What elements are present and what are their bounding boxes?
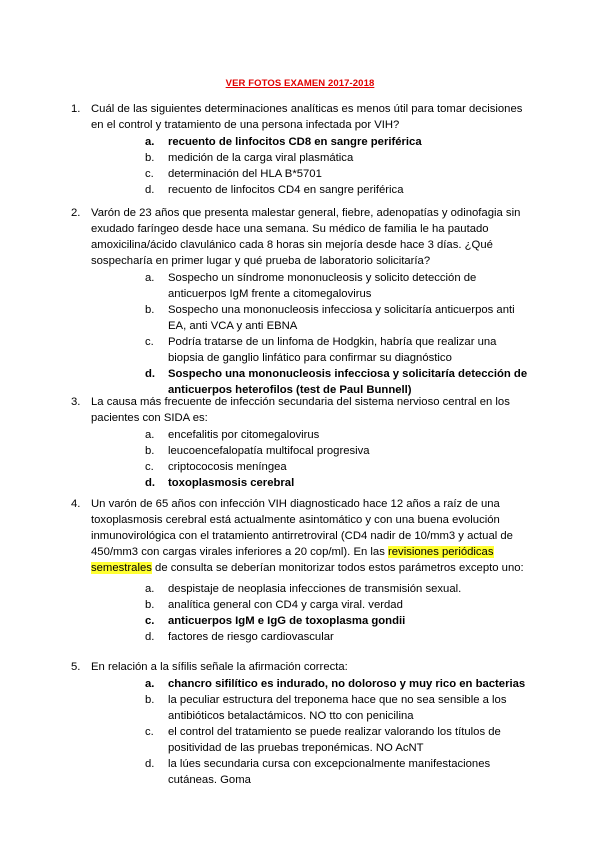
option-c: c. anticuerpos IgM e IgG de toxoplasma gondii [145,615,406,627]
option-b: b. analítica general con CD4 y carga viral. verdad [145,599,403,611]
question-1 [71,101,531,198]
question-5 [71,659,531,788]
option-a: a. chancro sifilítico es indurado, no doloroso y muy rico en bacterias [145,678,526,690]
option-a: a. despistaje de neoplasia infecciones de transmisión sexual. [145,583,462,595]
option-c: c. Podría tratarse de un linfoma de Hodgkin, habría que realizar una biopsia de ganglio linfático para confirmar su diagnóstico [145,336,497,364]
question-4 [71,496,531,645]
question-number: 5. [71,661,81,673]
question-2 [71,205,531,398]
question-number: 4. [71,498,81,510]
question-text: La causa más frecuente de infección secundaria del sistema nervioso central en los pacientes con SIDA es: [91,396,510,424]
question-3 [71,394,531,491]
page-title: VER FOTOS EXAMEN 2017-2018 [225,78,375,89]
question-number: 3. [71,396,81,408]
question-text: Varón de 23 años que presenta malestar general, fiebre, adenopatías y odinofagia sin exudado faríngeo desde hace una semana. Su médico de familia le ha pautado amoxicilina/ácido clavulánico cada 8 horas sin mejoría desde hace 3 días. ¿Qué sospecharía en primer lugar y qué prueba de laboratorio solicitaría? [91,207,521,267]
option-a: a. recuento de linfocitos CD8 en sangre periférica [145,136,422,148]
option-b: b. la peculiar estructura del treponema hace que no sea sensible a los antibióticos betalactámicos. NO tto con penicilina [145,694,507,722]
option-c: c. el control del tratamiento se puede realizar valorando los títulos de positividad de las pruebas treponémicas. NO AcNT [145,726,501,754]
option-c: c. determinación del HLA B*5701 [145,168,322,180]
question-text: Cuál de las siguientes determinaciones analíticas es menos útil para tomar decisiones en el control y tratamiento de una persona infectada por VIH? [91,103,523,131]
option-c: c. criptococosis meníngea [145,461,287,473]
option-a: a. Sospecho un síndrome mononucleosis y solicito detección de anticuerpos IgM frente a citomegalovirus [145,272,477,300]
option-d: d. Sospecho una mononucleosis infecciosa y solicitaría detección de anticuerpos heterofilos (test de Paul Bunnell) [145,368,528,396]
highlighted-text: revisiones periódicas semestrales [91,546,494,574]
option-b: b. leucoencefalopatía multifocal progresiva [145,445,370,457]
option-d: d. factores de riesgo cardiovascular [145,631,334,643]
question-text: En relación a la sífilis señale la afirmación correcta: [91,661,348,673]
option-b: b. Sospecho una mononucleosis infecciosa y solicitaría anticuerpos anti EA, anti VCA y anti EBNA [145,304,515,332]
option-b: b. medición de la carga viral plasmática [145,152,354,164]
question-text: Un varón de 65 años con infección VIH diagnosticado hace 12 años a raíz de una toxoplasmosis cerebral está actualmente asintomático y con una buena evolución inmunovirológica con el tratamiento antirretroviral (CD4 nadir de 10/mm3 y actual de 450/mm3 con cargas virales inferiores a 20 cop/ml). En las revisiones periódicas semestrales de consulta se deberían monitorizar todos estos parámetros excepto uno: [91,498,524,574]
option-d: d. recuento de linfocitos CD4 en sangre periférica [145,184,404,196]
question-number: 2. [71,207,81,219]
question-number: 1. [71,103,81,115]
option-a: a. encefalitis por citomegalovirus [145,429,320,441]
option-d: d. la lúes secundaria cursa con excepcionalmente manifestaciones cutáneas. Goma [145,758,491,786]
option-d: d. toxoplasmosis cerebral [145,477,295,489]
